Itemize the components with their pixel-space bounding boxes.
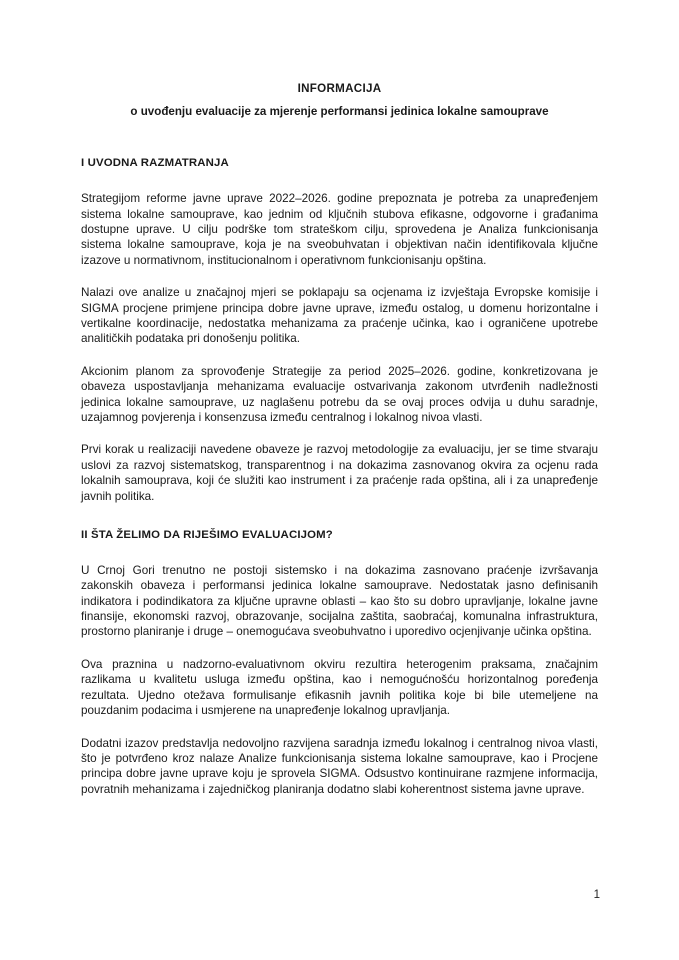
paragraph: U Crnoj Gori trenutno ne postoji sistemsko i na dokazima zasnovano praćenje izvršavanja zakonskih obaveza i performansi jedinica lokalne samouprave. Nedostatak jasno definisanih indikatora i podindikatora za ključne upravne oblasti – kao što su dobro upravljanje, lokalne javne finansije, ekonomski razvoj, obrazovanje, socijalna zaštita, saobraćaj, komunalna infrastruktura, prostorno planiranje i druge – onemogućava sveobuhvatno i uporedivo ocjenjivanje učinka opština. [81,563,598,639]
document-title: INFORMACIJA [297,82,382,95]
section-heading-uvodna-razmatranja: I UVODNA RAZMATRANJA [81,157,229,170]
paragraph: Akcionim planom za sprovođenje Strategije za period 2025–2026. godine, konkretizovana je obaveza uspostavljanja mehanizama evaluacije ostvarivanja zakonom utvrđenih nadležnosti jedinica lokalne samouprave, uz naglašenu potrebu da se ovaj proces odvija u duhu saradnje, uzajamnog povjerenja i konsenzusa između centralnog i lokalnog nivoa vlasti. [81,364,598,424]
paragraph: Dodatni izazov predstavlja nedovoljno razvijena saradnja između lokalnog i centralnog nivoa vlasti, što je potvrđeno kroz nalaze Analize funkcionisanja sistema lokalne samouprave, kao i Procjene principa dobre javne uprave koju je sprovela SIGMA. Odsustvo kontinuirane razmjene informacija, povratnih mehanizama i zajedničkog planiranja dodatno slabi koherentnost sistema javne uprave. [81,736,598,796]
paragraph: Nalazi ove analize u značajnoj mjeri se poklapaju sa ocjenama iz izvještaja Evropske komisije i SIGMA procjene primjene principa dobre javne uprave, između ostalog, u domenu horizontalne i vertikalne koordinacije, nedostatka mehanizama za praćenje učinka, kao i ograničene upotrebe analitičkih podataka pri donošenju politika. [81,286,598,346]
paragraph: Strategijom reforme javne uprave 2022–2026. godine prepoznata je potreba za unapređenjem sistema lokalne samouprave, kao jednim od ključnih stubova efikasne, odgovorne i građanima dostupne uprave. U cilju podrške tom strateškom cilju, sprovedena je Analiza funkcionisanja sistema lokalne samouprave, koja je na sveobuhvatan i objektivan način identifikovala ključne izazove u normativnom, institucionalnom i operativnom funkcionisanju opština. [81,192,598,267]
document-subtitle: o uvođenju evaluacije za mjerenje performansi jedinica lokalne samouprave [130,104,549,118]
section-heading-sta-zelimo-da-rijesimo-evaluacijom: II ŠTA ŽELIMO DA RIJEŠIMO EVALUACIJOM? [81,529,333,542]
document-body [81,0,598,797]
paragraph: Ova praznina u nadzorno-evaluativnom okviru rezultira heterogenim praksama, značajnim razlikama u kvalitetu usluga između opština, kao i nemogućnošću horizontalnog poređenja rezultata. Ujedno otežava formulisanje efikasnih javnih politika koje bi bile utemeljene na pouzdanim podacima i usmjerene na unapređenje lokalnog upravljanja. [81,657,598,718]
paragraph: Prvi korak u realizaciji navedene obaveze je razvoj metodologije za evaluaciju, jer se time stvaraju uslovi za razvoj sistematskog, transparentnog i na dokazima zasnovanog okvira za ocjenu rada lokalnih samouprava, koji će služiti kao instrument i za praćenje rada opština, ali i za unapređenje javnih politika. [81,443,598,503]
page-number: 1 [593,889,600,901]
